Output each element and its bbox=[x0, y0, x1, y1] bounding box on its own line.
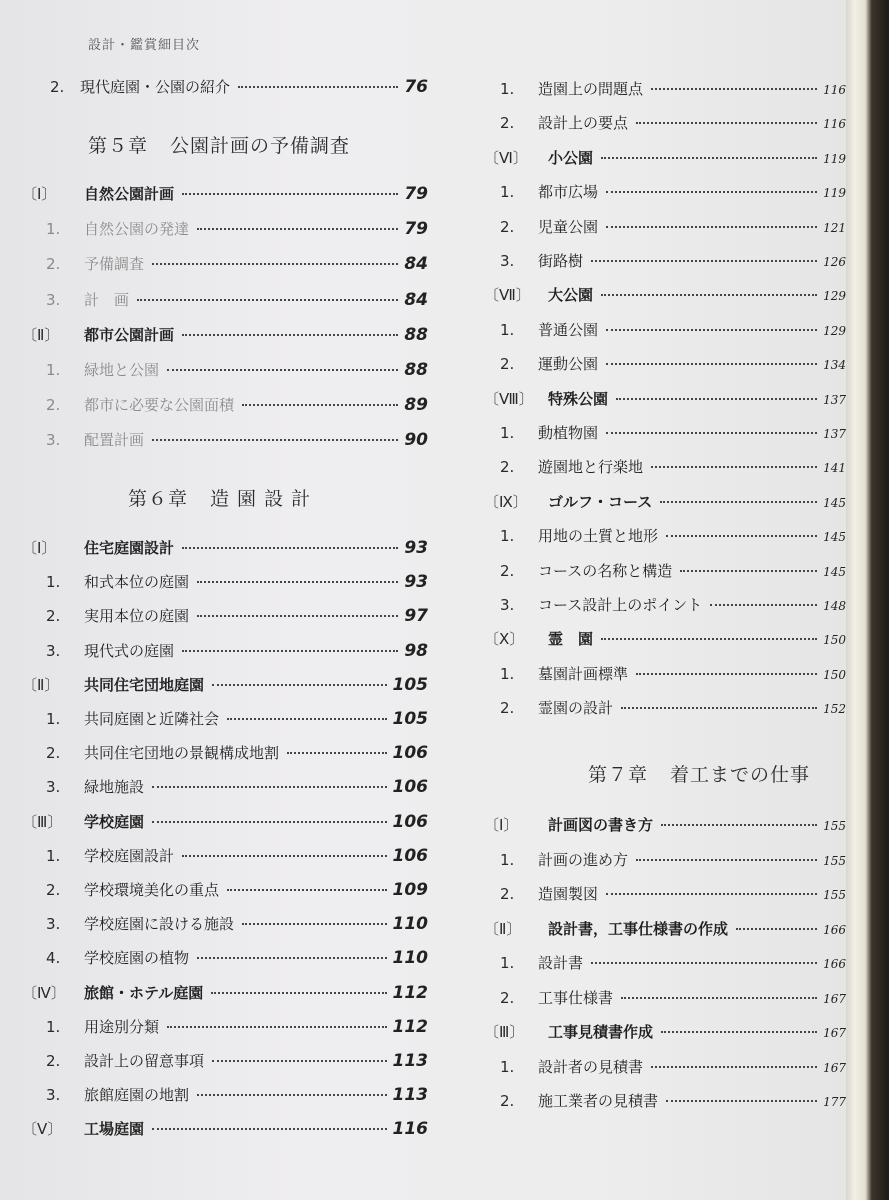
entry-page: 113 bbox=[392, 1051, 428, 1071]
entry-number: 〔Ⅴ〕 bbox=[22, 1120, 63, 1139]
toc-entry bbox=[46, 394, 428, 415]
entry-title: 予備調査 bbox=[84, 255, 145, 274]
toc-entry bbox=[500, 181, 846, 202]
entry-title: コース設計上のポイント bbox=[538, 596, 703, 614]
entry-number: 〔Ⅰ〕 bbox=[22, 185, 57, 203]
dot-leader bbox=[661, 1031, 817, 1033]
toc-section-entry bbox=[484, 491, 846, 512]
entry-number: 1. bbox=[46, 573, 61, 592]
dot-leader bbox=[710, 604, 817, 606]
entry-page: 145 bbox=[823, 495, 846, 510]
toc-section-entry bbox=[484, 147, 846, 168]
dot-leader bbox=[197, 581, 398, 583]
entry-title: 計画図の書き方 bbox=[548, 816, 654, 834]
toc-section-entry bbox=[22, 811, 428, 832]
entry-title: 普通公園 bbox=[538, 320, 599, 339]
entry-number: 1. bbox=[500, 1057, 515, 1076]
dot-leader bbox=[152, 439, 398, 441]
dot-leader bbox=[242, 923, 386, 925]
toc-section-entry bbox=[484, 388, 846, 409]
chapter-heading bbox=[88, 131, 350, 158]
entry-number: 〔Ⅲ〕 bbox=[22, 812, 63, 831]
entry-title: 都市広場 bbox=[538, 183, 599, 202]
entry-page: 119 bbox=[823, 186, 846, 201]
dot-leader bbox=[152, 1128, 386, 1130]
entry-number: 〔Ⅱ〕 bbox=[484, 919, 522, 938]
dot-leader bbox=[182, 650, 398, 652]
toc-section-entry bbox=[22, 1118, 428, 1139]
toc-entry bbox=[500, 1090, 846, 1111]
entry-number: 〔Ⅱ〕 bbox=[22, 675, 60, 694]
dot-leader bbox=[238, 86, 398, 88]
entry-page: 152 bbox=[823, 702, 846, 717]
toc-entry bbox=[500, 422, 846, 443]
entry-number: 2. bbox=[500, 458, 515, 477]
dot-leader bbox=[660, 501, 817, 503]
toc-entry bbox=[500, 216, 846, 237]
dot-leader bbox=[182, 334, 398, 336]
entry-title: 共同庭園と近隣社会 bbox=[84, 710, 220, 728]
dot-leader bbox=[182, 193, 398, 195]
toc-entry bbox=[46, 845, 428, 866]
toc-entry bbox=[500, 849, 846, 870]
entry-page: 134 bbox=[823, 358, 846, 373]
dot-leader bbox=[651, 466, 817, 468]
entry-number: 〔Ⅵ〕 bbox=[484, 148, 528, 167]
entry-page: 145 bbox=[823, 564, 846, 579]
toc-entry bbox=[500, 697, 846, 718]
entry-number: 〔Ⅹ〕 bbox=[484, 630, 525, 649]
entry-title: 学校庭園 bbox=[84, 812, 145, 831]
dot-leader bbox=[212, 684, 386, 686]
entry-page: 148 bbox=[823, 599, 846, 613]
entry-page: 112 bbox=[392, 1016, 428, 1037]
entry-title: 現代式の庭園 bbox=[84, 641, 175, 660]
toc-entry bbox=[46, 742, 428, 763]
entry-number: 2. bbox=[46, 607, 61, 626]
chapter-number: 第５章 bbox=[88, 135, 149, 157]
entry-number: 2. bbox=[500, 355, 515, 374]
entry-page: 112 bbox=[392, 982, 428, 1003]
entry-title: 都市公園計画 bbox=[84, 325, 175, 344]
entry-title: 小公園 bbox=[548, 148, 594, 167]
entry-number: 2. bbox=[46, 1052, 61, 1070]
entry-page: 105 bbox=[392, 709, 428, 729]
toc-entry bbox=[46, 776, 428, 797]
entry-page: 106 bbox=[392, 845, 428, 866]
entry-number: 3. bbox=[46, 915, 61, 934]
entry-number: 〔Ⅶ〕 bbox=[484, 286, 531, 305]
entry-number: 3. bbox=[500, 596, 515, 614]
entry-title: 計 画 bbox=[84, 290, 130, 309]
dot-leader bbox=[591, 260, 817, 262]
toc-entry bbox=[46, 1084, 428, 1105]
dot-leader bbox=[167, 1026, 386, 1028]
entry-page: 129 bbox=[823, 289, 846, 304]
entry-title: 自然公園の発達 bbox=[84, 220, 190, 239]
entry-number: 2. bbox=[46, 255, 61, 274]
entry-number: 1. bbox=[500, 80, 515, 98]
entry-page: 84 bbox=[404, 289, 428, 310]
entry-page: 155 bbox=[823, 853, 846, 868]
entry-title: ゴルフ・コース bbox=[548, 492, 653, 511]
entry-title: 用途別分類 bbox=[84, 1017, 160, 1036]
chapter-heading bbox=[128, 484, 311, 511]
entry-title: 計画の進め方 bbox=[538, 850, 629, 869]
dot-leader bbox=[606, 432, 817, 434]
dot-leader bbox=[601, 157, 817, 159]
entry-title: 緑地施設 bbox=[84, 778, 145, 797]
dot-leader bbox=[287, 752, 386, 754]
entry-number: 〔Ⅳ〕 bbox=[22, 983, 66, 1002]
entry-page: 97 bbox=[404, 606, 428, 627]
dot-leader bbox=[651, 88, 817, 90]
entry-page: 116 bbox=[823, 83, 846, 97]
dot-leader bbox=[591, 962, 817, 964]
dot-leader bbox=[621, 997, 817, 999]
chapter-number: 第６章 bbox=[128, 488, 189, 510]
entry-page: 119 bbox=[823, 151, 846, 166]
dot-leader bbox=[661, 824, 817, 826]
dot-leader bbox=[197, 1094, 386, 1096]
entry-number: 1. bbox=[46, 1017, 61, 1036]
entry-number: 1. bbox=[500, 954, 515, 972]
chapter-number: 第７章 bbox=[588, 764, 649, 786]
dot-leader bbox=[636, 859, 817, 861]
toc-entry bbox=[500, 250, 846, 271]
entry-title: 霊 園 bbox=[548, 630, 594, 649]
entry-page: 116 bbox=[392, 1119, 428, 1140]
entry-title: 配置計画 bbox=[84, 431, 145, 450]
entry-page: 145 bbox=[823, 530, 846, 545]
toc-entry bbox=[500, 1056, 846, 1077]
toc-section-entry bbox=[484, 1021, 846, 1042]
entry-title: 遊園地と行楽地 bbox=[538, 458, 644, 477]
toc-entry bbox=[46, 913, 428, 934]
toc-entry bbox=[46, 1050, 428, 1071]
running-head: 設計・鑑賞細目次 bbox=[88, 38, 201, 53]
toc-entry bbox=[46, 1016, 428, 1037]
entry-title: 実用本位の庭園 bbox=[84, 607, 190, 626]
entry-title: 学校庭園設計 bbox=[84, 846, 175, 865]
toc-entry bbox=[500, 594, 846, 615]
entry-page: 109 bbox=[392, 880, 428, 900]
entry-number: 〔Ⅷ〕 bbox=[484, 389, 534, 408]
entry-number: 3. bbox=[46, 1086, 61, 1105]
dot-leader bbox=[182, 855, 386, 857]
toc-section-entry bbox=[484, 814, 846, 835]
toc-entry bbox=[500, 560, 846, 581]
entry-number: 2. bbox=[46, 881, 61, 899]
toc-section-entry bbox=[22, 324, 428, 345]
entry-number: 1. bbox=[500, 850, 515, 869]
entry-number: 1. bbox=[46, 846, 61, 865]
entry-title: 設計上の留意事項 bbox=[84, 1052, 205, 1070]
entry-page: 150 bbox=[823, 633, 846, 648]
entry-page: 150 bbox=[823, 667, 846, 682]
entry-number: 2. bbox=[46, 396, 61, 415]
entry-page: 113 bbox=[392, 1085, 428, 1106]
entry-title: 特殊公園 bbox=[548, 389, 609, 408]
entry-number: 3. bbox=[500, 252, 515, 270]
book-edge bbox=[846, 0, 889, 1200]
entry-page: 93 bbox=[404, 538, 428, 558]
entry-page: 110 bbox=[392, 914, 428, 935]
dot-leader bbox=[197, 957, 386, 959]
dot-leader bbox=[636, 122, 817, 124]
entry-number: 1. bbox=[500, 527, 515, 546]
dot-leader bbox=[606, 893, 817, 895]
entry-page: 167 bbox=[823, 1026, 846, 1040]
entry-title: 自然公園計画 bbox=[84, 185, 175, 203]
dot-leader bbox=[606, 329, 817, 331]
dot-leader bbox=[666, 1100, 817, 1102]
toc-section-entry bbox=[22, 982, 428, 1003]
entry-page: 93 bbox=[404, 572, 428, 593]
entry-title: 学校環境美化の重点 bbox=[84, 881, 220, 899]
dot-leader bbox=[211, 992, 386, 994]
dot-leader bbox=[152, 263, 398, 265]
dot-leader bbox=[606, 363, 817, 365]
entry-page: 129 bbox=[823, 323, 846, 338]
entry-title: 大公園 bbox=[548, 286, 594, 305]
entry-title: 住宅庭園設計 bbox=[84, 539, 175, 557]
toc-entry bbox=[46, 605, 428, 626]
entry-title: 街路樹 bbox=[538, 252, 584, 270]
entry-number: 2. bbox=[500, 1092, 515, 1110]
toc-entry bbox=[500, 78, 846, 99]
dot-leader bbox=[242, 404, 398, 406]
dot-leader bbox=[601, 294, 817, 296]
entry-number: 2. bbox=[500, 699, 515, 718]
entry-page: 84 bbox=[404, 254, 428, 275]
dot-leader bbox=[227, 718, 386, 720]
right-column bbox=[470, 0, 846, 1200]
dot-leader bbox=[636, 673, 817, 675]
dot-leader bbox=[152, 821, 386, 823]
entry-page: 90 bbox=[404, 430, 428, 451]
entry-title: 現代庭園・公園の紹介 bbox=[80, 78, 231, 96]
entry-page: 155 bbox=[823, 888, 846, 902]
entry-title: 工場庭園 bbox=[84, 1120, 145, 1139]
dot-leader bbox=[621, 707, 817, 709]
toc-section-entry bbox=[484, 628, 846, 649]
entry-number: 2. bbox=[500, 561, 515, 580]
entry-page: 106 bbox=[392, 777, 428, 798]
toc-entry bbox=[500, 353, 846, 374]
entry-page: 79 bbox=[404, 184, 428, 204]
chapter-title: 造 園 設 計 bbox=[210, 488, 312, 510]
entry-page: 76 bbox=[404, 77, 428, 97]
entry-page: 88 bbox=[404, 360, 428, 380]
entry-title: 旅館・ホテル庭園 bbox=[84, 983, 204, 1002]
entry-page: 137 bbox=[823, 427, 846, 441]
toc-entry bbox=[500, 319, 846, 340]
entry-number: 〔Ⅲ〕 bbox=[484, 1023, 525, 1041]
toc-entry bbox=[50, 76, 428, 97]
toc-section-entry bbox=[22, 537, 428, 558]
entry-page: 137 bbox=[823, 392, 846, 407]
entry-page: 141 bbox=[823, 461, 846, 476]
entry-title: 共同住宅団地庭園 bbox=[84, 675, 205, 694]
toc-entry bbox=[500, 883, 846, 904]
entry-page: 89 bbox=[404, 395, 428, 416]
dot-leader bbox=[601, 638, 817, 640]
toc-entry bbox=[500, 952, 846, 973]
entry-number: 1. bbox=[46, 710, 61, 728]
entry-title: 緑地と公園 bbox=[84, 361, 160, 379]
toc-entry bbox=[46, 218, 428, 239]
entry-page: 79 bbox=[404, 219, 428, 240]
entry-number: 3. bbox=[46, 431, 61, 450]
entry-page: 126 bbox=[823, 255, 846, 269]
toc-entry bbox=[46, 359, 428, 380]
entry-title: 設計書，工事仕様書の作成 bbox=[548, 919, 729, 938]
entry-page: 177 bbox=[823, 1095, 846, 1109]
entry-title: 児童公園 bbox=[538, 217, 599, 236]
entry-title: 造園上の問題点 bbox=[538, 80, 644, 98]
dot-leader bbox=[197, 615, 398, 617]
entry-title: 造園製図 bbox=[538, 885, 599, 903]
entry-title: 動植物園 bbox=[538, 424, 599, 442]
toc-entry bbox=[46, 640, 428, 661]
toc-entry bbox=[46, 429, 428, 450]
toc-entry bbox=[46, 708, 428, 729]
toc-entry bbox=[500, 663, 846, 684]
entry-number: 〔Ⅰ〕 bbox=[484, 816, 519, 834]
entry-title: 設計上の要点 bbox=[538, 114, 629, 133]
entry-title: 工事見積書作成 bbox=[548, 1023, 654, 1041]
entry-page: 155 bbox=[823, 819, 846, 833]
toc-entry bbox=[500, 112, 846, 133]
toc-entry bbox=[500, 456, 846, 477]
toc-section-entry bbox=[484, 284, 846, 305]
entry-page: 110 bbox=[392, 948, 428, 969]
entry-title: 和式本位の庭園 bbox=[84, 573, 190, 592]
entry-number: 1. bbox=[46, 361, 61, 379]
entry-title: 設計書 bbox=[538, 954, 584, 972]
entry-number: 1. bbox=[500, 424, 515, 442]
toc-entry bbox=[46, 571, 428, 592]
toc-section-entry bbox=[22, 674, 428, 695]
entry-title: 墓園計画標準 bbox=[538, 664, 629, 683]
dot-leader bbox=[736, 928, 817, 930]
entry-page: 166 bbox=[823, 922, 846, 937]
entry-number: 〔Ⅸ〕 bbox=[484, 492, 528, 511]
entry-number: 3. bbox=[46, 641, 61, 660]
entry-title: 都市に必要な公園面積 bbox=[84, 396, 235, 415]
entry-title: 運動公園 bbox=[538, 355, 599, 374]
entry-title: 霊園の設計 bbox=[538, 699, 614, 718]
entry-number: 2. bbox=[500, 217, 515, 236]
entry-page: 106 bbox=[392, 811, 428, 832]
dot-leader bbox=[606, 226, 817, 228]
dot-leader bbox=[606, 191, 817, 193]
entry-title: 旅館庭園の地割 bbox=[84, 1086, 190, 1105]
entry-number: 2. bbox=[500, 114, 515, 133]
chapter-title: 公園計画の予備調査 bbox=[170, 135, 351, 157]
dot-leader bbox=[227, 889, 386, 891]
entry-title: コースの名称と構造 bbox=[538, 561, 673, 580]
entry-title: 学校庭園の植物 bbox=[84, 949, 190, 968]
entry-page: 167 bbox=[823, 991, 846, 1006]
entry-title: 用地の土質と地形 bbox=[538, 527, 659, 546]
left-column bbox=[0, 0, 440, 1200]
toc-entry bbox=[46, 879, 428, 900]
dot-leader bbox=[182, 547, 398, 549]
entry-title: 設計者の見積書 bbox=[538, 1057, 644, 1076]
chapter-heading bbox=[588, 760, 810, 787]
toc-section-entry bbox=[22, 183, 428, 204]
entry-number: 2. bbox=[46, 744, 61, 763]
entry-title: 工事仕様書 bbox=[538, 988, 614, 1007]
entry-number: 1. bbox=[46, 220, 61, 239]
entry-number: 4. bbox=[46, 949, 61, 968]
entry-number: 2. bbox=[50, 78, 65, 96]
toc-entry bbox=[500, 525, 846, 546]
dot-leader bbox=[197, 228, 398, 230]
entry-number: 〔Ⅰ〕 bbox=[22, 539, 57, 557]
toc-entry bbox=[46, 289, 428, 310]
chapter-title: 着工までの仕事 bbox=[670, 764, 811, 786]
entry-number: 〔Ⅱ〕 bbox=[22, 325, 60, 344]
dot-leader bbox=[616, 398, 817, 400]
entry-number: 3. bbox=[46, 290, 61, 309]
entry-title: 共同住宅団地の景観構成地割 bbox=[84, 744, 280, 763]
toc-entry bbox=[46, 253, 428, 274]
entry-number: 2. bbox=[500, 885, 515, 903]
entry-page: 121 bbox=[823, 220, 846, 235]
entry-page: 106 bbox=[392, 743, 428, 764]
entry-page: 98 bbox=[404, 640, 428, 661]
entry-title: 施工業者の見積書 bbox=[538, 1092, 659, 1110]
entry-number: 1. bbox=[500, 320, 515, 339]
entry-page: 116 bbox=[823, 117, 846, 132]
entry-number: 2. bbox=[500, 988, 515, 1007]
entry-number: 1. bbox=[500, 183, 515, 202]
dot-leader bbox=[680, 570, 817, 572]
entry-title: 学校庭園に設ける施設 bbox=[84, 915, 235, 934]
entry-page: 166 bbox=[823, 957, 846, 971]
entry-page: 167 bbox=[823, 1060, 846, 1075]
dot-leader bbox=[666, 535, 817, 537]
entry-page: 105 bbox=[392, 674, 428, 695]
entry-page: 88 bbox=[404, 324, 428, 345]
dot-leader bbox=[212, 1060, 386, 1062]
dot-leader bbox=[152, 786, 386, 788]
entry-number: 1. bbox=[500, 664, 515, 683]
dot-leader bbox=[167, 369, 398, 371]
dot-leader bbox=[137, 299, 398, 301]
toc-entry bbox=[500, 987, 846, 1008]
dot-leader bbox=[651, 1066, 817, 1068]
toc-section-entry bbox=[484, 918, 846, 939]
toc-entry bbox=[46, 947, 428, 968]
entry-number: 3. bbox=[46, 778, 61, 797]
